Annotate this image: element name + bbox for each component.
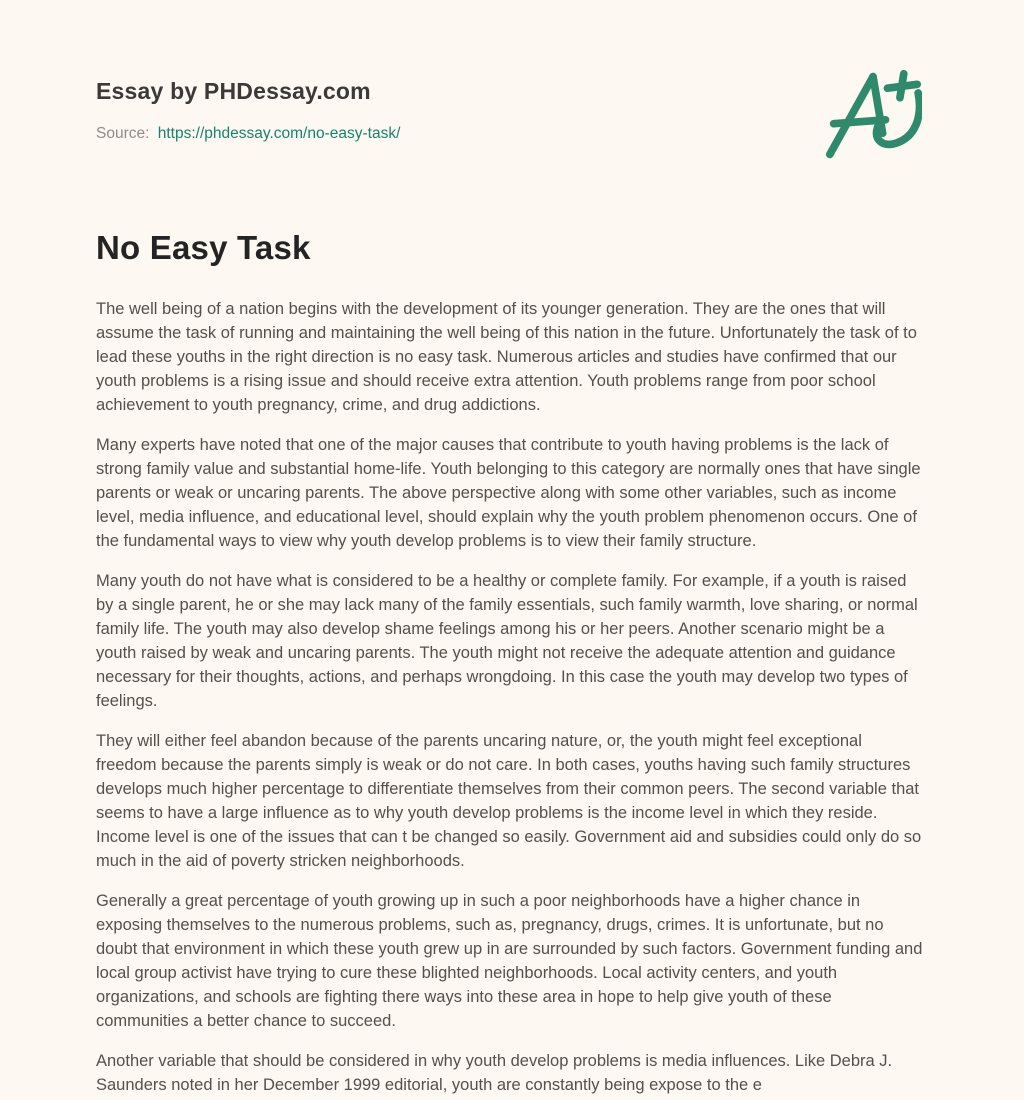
- essay-paragraph: Many experts have noted that one of the major causes that contribute to youth having problems is the lack of strong family value and substantial home-life. Youth belonging to this category are normally ones that have single parents or weak or uncaring parents. The above perspective along with some other variables, such as income level, media influence, and educational level, should explain why the youth problem phenomenon occurs. One of the fundamental ways to view why youth develop problems is to view their family structure.: [96, 436, 921, 550]
- source-link[interactable]: https://phdessay.com/no-easy-task/: [157, 125, 401, 142]
- essay-paragraph: Many youth do not have what is considered to be a healthy or complete family. For example, if a youth is raised by a single parent, he or she may lack many of the family essentials, such family warmth, love sharing, or normal family life. The youth may also develop shame feelings among his or her peers. Another scenario might be a youth raised by weak and uncaring parents. The youth might not receive the adequate attention and guidance necessary for their thoughts, actions, and perhaps wrongdoing. In this case the youth may develop two types of feelings.: [96, 572, 918, 710]
- source-line: [96, 125, 925, 143]
- essay-paragraph: They will either feel abandon because of the parents uncaring nature, or, the youth might feel exceptional freedom because the parents simply is weak or do not care. In both cases, youths having such family structures develops much higher percentage to differentiate themselves from their common peers. The second variable that seems to have a large influence as to why youth develop problems is the income level in which they reside. Income level is one of the issues that can t be changed so easily. Government aid and subsidies could only do so much in the aid of poverty stricken neighborhoods.: [96, 732, 922, 870]
- source-label: Source:: [96, 125, 150, 142]
- essay-article: [96, 229, 925, 1097]
- essay-title: No Easy Task: [96, 229, 311, 266]
- a-plus-logo-icon: [826, 68, 922, 164]
- essay-paragraph: The well being of a nation begins with the development of its younger generation. They are the ones that will assume the task of running and maintaining the well being of this nation in the future. Unfortunately the task of to lead these youths in the right direction is no easy task. Numerous articles and studies have confirmed that our youth problems is a rising issue and should receive extra attention. Youth problems range from poor school achievement to youth pregnancy, crime, and drug addictions.: [96, 300, 917, 414]
- page-header: [96, 78, 925, 143]
- essay-paragraph: Another variable that should be considered in why youth develop problems is media influences. Like Debra J. Saunders noted in her December 1999 editorial, youth are constantly being expose to the e: [96, 1052, 893, 1094]
- essay-paragraph: Generally a great percentage of youth growing up in such a poor neighborhoods have a higher chance in exposing themselves to the numerous problems, such as, pregnancy, drugs, crimes. It is unfortunate, but no doubt that environment in which these youth grew up in are surrounded by such factors. Government funding and local group activist have trying to cure these blighted neighborhoods. Local activity centers, and youth organizations, and schools are fighting there ways into these area in hope to help give youth of these communities a better chance to succeed.: [96, 892, 923, 1030]
- site-title: Essay by PHDessay.com: [96, 78, 371, 104]
- essay-body: [96, 297, 925, 1097]
